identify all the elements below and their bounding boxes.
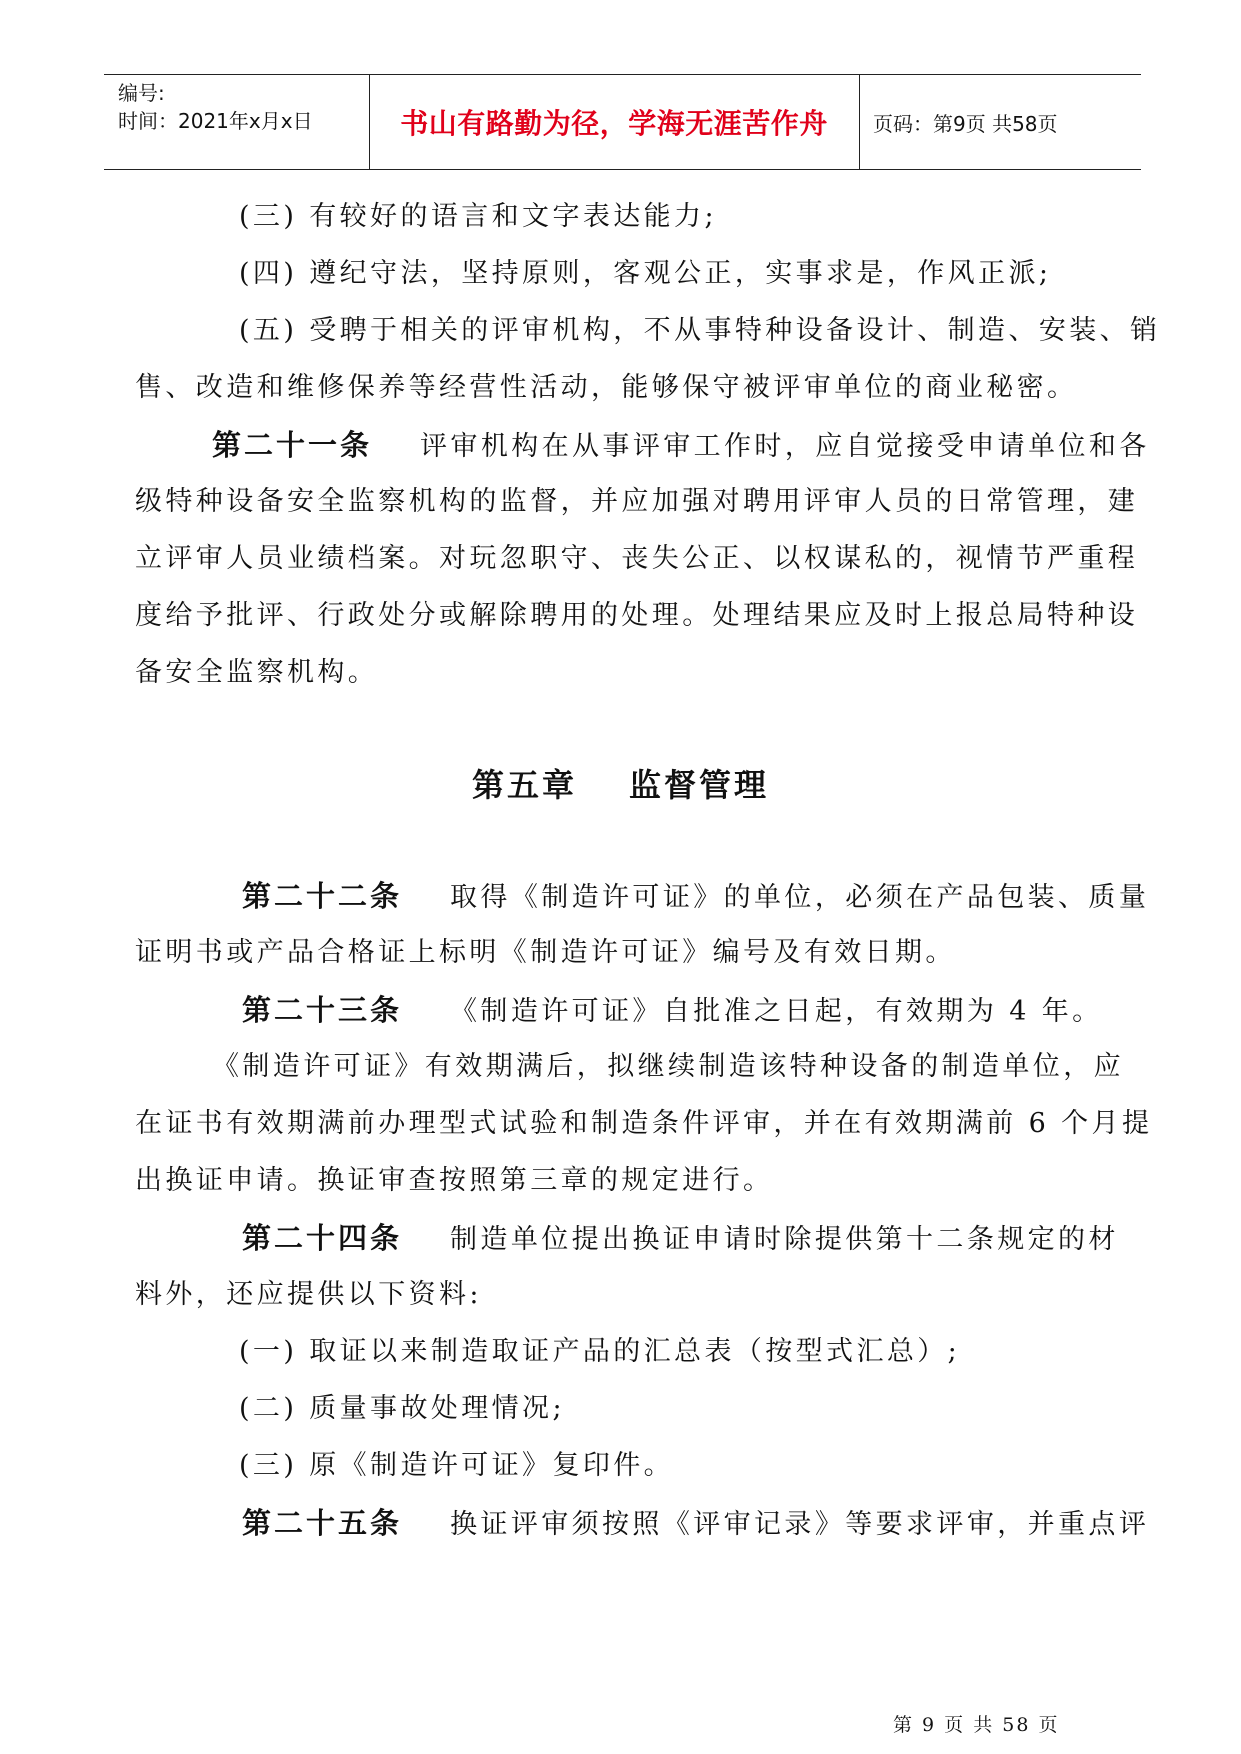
article-21-line4: 度给予批评、行政处分或解除聘用的处理。处理结果应及时上报总局特种设 (135, 600, 1139, 631)
paragraph-item-5-line2: 售、改造和维修保养等经营性活动，能够保守被评审单位的商业秘密。 (135, 372, 1078, 403)
header-motto-cell (369, 75, 860, 169)
motto-text: 书山有路勤为径，学海无涯苦作舟 (400, 107, 828, 140)
paragraph-item-3: (三) 有较好的语言和文字表达能力; (239, 201, 717, 232)
article-23-text: 《制造许可证》自批准之日起，有效期为 4 年。 (450, 996, 1103, 1027)
article-23-title: 第二十三条 (242, 993, 403, 1027)
article-23-line1 (242, 990, 1103, 1032)
header-page-cell (859, 75, 1141, 169)
paragraph-item-4: (四) 遵纪守法，坚持原则，客观公正，实事求是，作风正派; (239, 258, 1052, 289)
page-footer: 第 9 页 共 58 页 (893, 1714, 1060, 1736)
article-21-line3: 立评审人员业绩档案。对玩忽职守、丧失公正、以权谋私的，视情节严重程 (135, 543, 1139, 574)
article-21-line2: 级特种设备安全监察机构的监督，并应加强对聘用评审人员的日常管理，建 (135, 486, 1139, 517)
chapter-number: 第五章 (471, 766, 577, 804)
chapter-heading (0, 760, 1241, 806)
article-24-item3: (三) 原《制造许可证》复印件。 (239, 1450, 675, 1481)
article-24-line1 (242, 1218, 1119, 1260)
article-23-line2: 《制造许可证》有效期满后，拟继续制造该特种设备的制造单位，应 (212, 1051, 1124, 1082)
chapter-title: 监督管理 (629, 766, 770, 804)
document-header (104, 74, 1141, 170)
serial-number-label: 编号: (118, 81, 165, 105)
header-meta-cell (104, 75, 370, 169)
paragraph-item-5-line1: (五) 受聘于相关的评审机构，不从事特种设备设计、制造、安装、销 (239, 315, 1161, 346)
article-25-title: 第二十五条 (242, 1506, 403, 1540)
article-23-line4: 出换证申请。换证审查按照第三章的规定进行。 (135, 1165, 774, 1196)
article-24-item2: (二) 质量事故处理情况; (239, 1393, 565, 1424)
article-22-text: 取得《制造许可证》的单位，必须在产品包装、质量 (450, 882, 1150, 913)
article-22-title: 第二十二条 (242, 879, 403, 913)
article-21-line5: 备安全监察机构。 (135, 657, 379, 688)
article-24-item1: (一) 取证以来制造取证产品的汇总表（按型式汇总）; (239, 1336, 961, 1367)
article-22-line2: 证明书或产品合格证上标明《制造许可证》编号及有效日期。 (135, 937, 956, 968)
article-25-text: 换证评审须按照《评审记录》等要求评审，并重点评 (450, 1509, 1150, 1540)
article-21-line1 (212, 425, 1150, 467)
article-23-line3: 在证书有效期满前办理型式试验和制造条件评审，并在有效期满前 6 个月提 (135, 1108, 1153, 1139)
article-21-text: 评审机构在从事评审工作时，应自觉接受申请单位和各 (420, 431, 1150, 462)
article-24-line2: 料外，还应提供以下资料: (135, 1279, 482, 1310)
article-21-title: 第二十一条 (212, 428, 373, 462)
article-22-line1 (242, 876, 1149, 918)
article-25-line1 (242, 1503, 1149, 1545)
header-page-info: 页码：第9页 共58页 (873, 111, 1058, 136)
article-24-title: 第二十四条 (242, 1221, 403, 1255)
time-label: 时间：2021年x月x日 (118, 109, 313, 133)
article-24-text: 制造单位提出换证申请时除提供第十二条规定的材 (450, 1224, 1119, 1255)
